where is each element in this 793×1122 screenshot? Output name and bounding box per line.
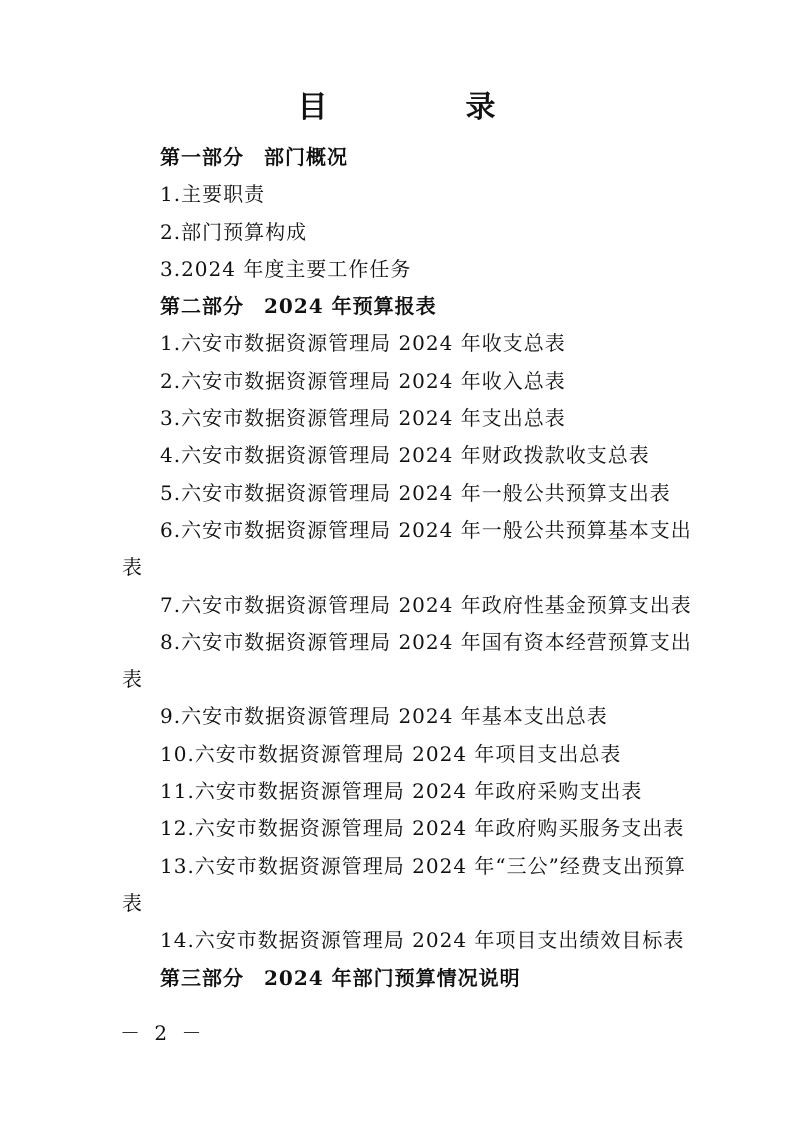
toc-item: 3.2024 年度主要工作任务 xyxy=(160,256,412,281)
part1-label: 第一部分 xyxy=(160,145,244,169)
toc-item: 14.六安市数据资源管理局 2024 年项目支出绩效目标表 xyxy=(160,928,685,953)
toc-item: 6.六安市数据资源管理局 2024 年一般公共预算基本支出 xyxy=(160,517,692,542)
toc-item: 7.六安市数据资源管理局 2024 年政府性基金预算支出表 xyxy=(160,592,692,617)
part1-heading xyxy=(122,139,682,176)
toc-item-continuation: 表 xyxy=(122,667,143,692)
page-number: － 2 － xyxy=(120,1021,206,1045)
part2-label: 第二部分 xyxy=(160,294,244,319)
toc-item: 2.六安市数据资源管理局 2024 年收入总表 xyxy=(160,368,566,393)
toc-item: 13.六安市数据资源管理局 2024 年“三公”经费支出预算 xyxy=(160,853,686,878)
toc-item-continuation: 表 xyxy=(122,890,143,915)
toc-item: 12.六安市数据资源管理局 2024 年政府购买服务支出表 xyxy=(160,816,685,841)
toc-item: 5.六安市数据资源管理局 2024 年一般公共预算支出表 xyxy=(160,480,671,505)
table-of-contents xyxy=(122,139,692,997)
toc-item: 10.六安市数据资源管理局 2024 年项目支出总表 xyxy=(160,741,622,766)
toc-item: 1.主要职责 xyxy=(160,182,266,207)
toc-item: 3.六安市数据资源管理局 2024 年支出总表 xyxy=(160,406,566,431)
part2-name: 2024 年预算报表 xyxy=(264,294,437,319)
part3-name: 2024 年部门预算情况说明 xyxy=(264,965,521,990)
toc-item: 2.部门预算构成 xyxy=(160,219,308,244)
toc-item: 4.六安市数据资源管理局 2024 年财政拨款收支总表 xyxy=(160,443,650,468)
toc-item: 8.六安市数据资源管理局 2024 年国有资本经营预算支出 xyxy=(160,629,692,654)
toc-item-continuation: 表 xyxy=(122,555,143,580)
part3-label: 第三部分 xyxy=(160,965,244,990)
toc-item: 11.六安市数据资源管理局 2024 年政府采购支出表 xyxy=(160,779,643,804)
toc-item: 1.六安市数据资源管理局 2024 年收支总表 xyxy=(160,331,566,356)
part2-heading xyxy=(122,288,682,325)
toc-title: 目 录 xyxy=(297,90,550,125)
part1-name: 部门概况 xyxy=(264,145,348,169)
part3-heading xyxy=(122,960,682,997)
toc-item: 9.六安市数据资源管理局 2024 年基本支出总表 xyxy=(160,704,608,729)
